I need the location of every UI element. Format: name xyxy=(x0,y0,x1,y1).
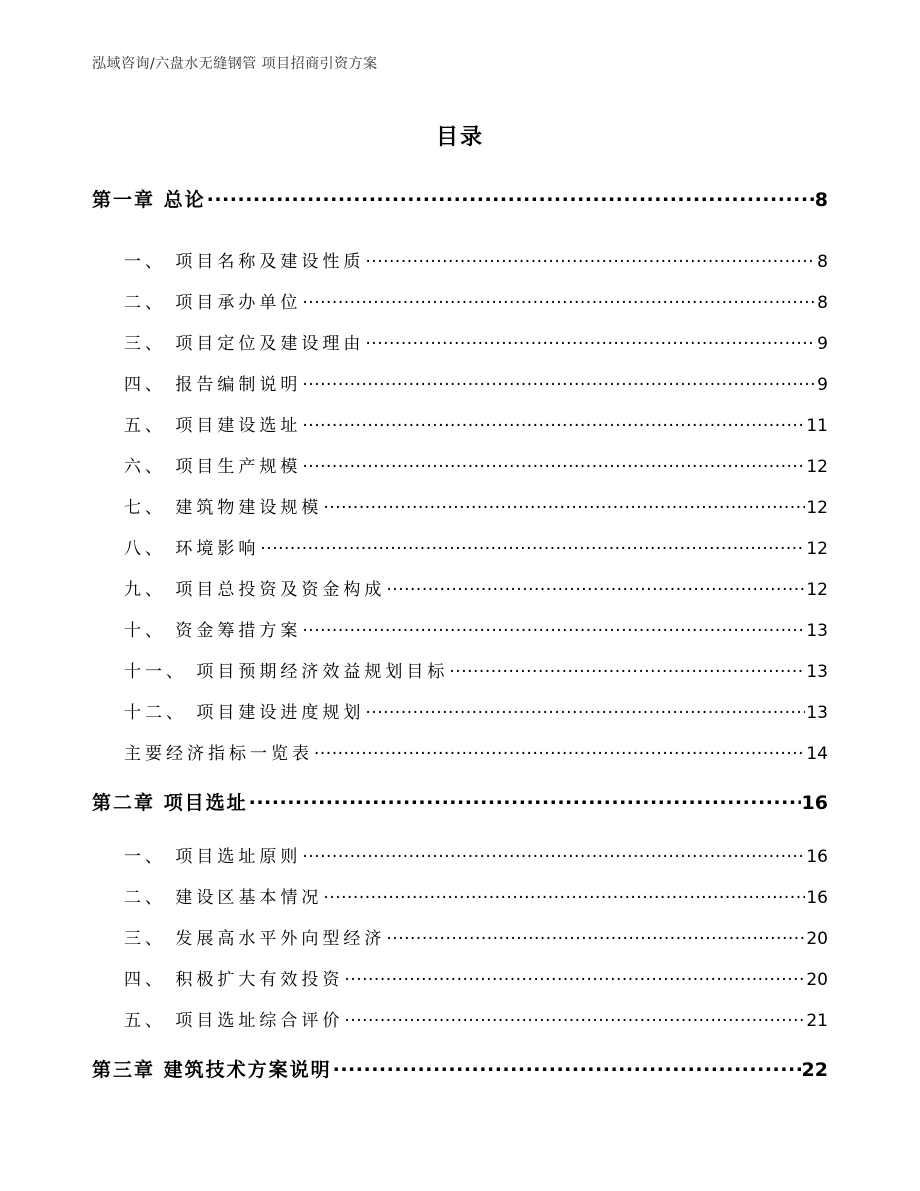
toc-leader-dots xyxy=(449,660,805,677)
toc-leader-dots xyxy=(323,496,805,513)
page-header: 泓域咨询/六盘水无缝钢管 项目招商引资方案 xyxy=(92,56,378,72)
toc-entry-label: 三、 发展高水平外向型经济 xyxy=(124,929,386,949)
toc-leader-dots xyxy=(302,455,805,472)
toc-leader-dots xyxy=(365,701,805,718)
toc-section[interactable] xyxy=(124,329,828,354)
toc-page-number: 12 xyxy=(806,498,828,518)
toc-leader-dots xyxy=(386,578,805,595)
toc-chapter-2[interactable] xyxy=(92,788,828,815)
toc-page-number: 8 xyxy=(814,189,828,211)
toc-page-number: 12 xyxy=(806,539,828,559)
toc-page-number: 20 xyxy=(806,970,828,990)
toc-section[interactable] xyxy=(124,842,828,867)
toc-entry-label: 七、 建筑物建设规模 xyxy=(124,498,323,518)
toc-entry-label: 四、 报告编制说明 xyxy=(124,375,302,395)
toc-entry-label: 二、 项目承办单位 xyxy=(124,293,302,313)
toc-page-number: 21 xyxy=(806,1011,828,1031)
toc-section[interactable] xyxy=(124,288,828,313)
toc-page-number: 16 xyxy=(806,847,828,867)
toc-section[interactable] xyxy=(124,883,828,908)
toc-section[interactable] xyxy=(124,534,828,559)
toc-leader-dots xyxy=(302,373,816,390)
toc-section[interactable] xyxy=(124,411,828,436)
toc-entry-label: 十、 资金筹措方案 xyxy=(124,621,302,641)
toc-leader-dots xyxy=(302,619,805,636)
toc-page-number: 8 xyxy=(817,293,828,313)
toc-section[interactable] xyxy=(124,616,828,641)
toc-leader-dots xyxy=(302,414,805,431)
toc-section[interactable] xyxy=(124,452,828,477)
toc-entry-label: 六、 项目生产规模 xyxy=(124,457,302,477)
toc-leader-dots xyxy=(302,845,805,862)
toc-page-number: 16 xyxy=(806,888,828,908)
toc-page-number: 12 xyxy=(806,457,828,477)
toc-leader-dots xyxy=(386,927,805,944)
toc-entry-label: 第一章 总论 xyxy=(92,189,206,211)
toc-entry-label: 五、 项目选址综合评价 xyxy=(124,1011,344,1031)
toc-entry-label: 八、 环境影响 xyxy=(124,539,260,559)
toc-chapter-3[interactable] xyxy=(92,1055,828,1082)
toc-section[interactable] xyxy=(124,247,828,272)
toc-section[interactable] xyxy=(124,739,828,764)
toc-page-number: 13 xyxy=(806,662,828,682)
toc-chapter-1[interactable] xyxy=(92,185,828,212)
toc-leader-dots xyxy=(207,187,814,206)
toc-leader-dots xyxy=(314,742,805,759)
toc-entry-label: 二、 建设区基本情况 xyxy=(124,888,323,908)
toc-page-number: 9 xyxy=(817,334,828,354)
toc-page-number: 16 xyxy=(801,792,828,814)
toc-section[interactable] xyxy=(124,370,828,395)
toc-page-number: 12 xyxy=(806,580,828,600)
toc-leader-dots xyxy=(333,1057,801,1076)
toc-page-number: 20 xyxy=(806,929,828,949)
toc-leader-dots xyxy=(344,1009,805,1026)
toc-entry-label: 主要经济指标一览表 xyxy=(124,744,313,764)
toc-section[interactable] xyxy=(124,924,828,949)
toc-leader-dots xyxy=(260,537,805,554)
toc-title: 目录 xyxy=(435,125,484,150)
toc-page-number: 13 xyxy=(806,621,828,641)
toc-section[interactable] xyxy=(124,657,828,682)
toc-entry-label: 十一、 项目预期经济效益规划目标 xyxy=(124,662,449,682)
toc-leader-dots xyxy=(365,332,816,349)
toc-leader-dots xyxy=(365,250,816,267)
toc-section[interactable] xyxy=(124,493,828,518)
toc-page-number: 9 xyxy=(817,375,828,395)
toc-page-number: 13 xyxy=(806,703,828,723)
toc-leader-dots xyxy=(344,968,805,985)
toc-section[interactable] xyxy=(124,575,828,600)
toc-entry-label: 十二、 项目建设进度规划 xyxy=(124,703,365,723)
toc-leader-dots xyxy=(302,291,816,308)
toc-section[interactable] xyxy=(124,1006,828,1031)
toc-leader-dots xyxy=(323,886,805,903)
toc-entry-label: 四、 积极扩大有效投资 xyxy=(124,970,344,990)
toc-page-number: 8 xyxy=(817,252,828,272)
toc-page-number: 22 xyxy=(801,1059,828,1081)
toc-section[interactable] xyxy=(124,965,828,990)
toc-leader-dots xyxy=(249,790,801,809)
toc-entry-label: 第三章 建筑技术方案说明 xyxy=(92,1059,332,1081)
toc-entry-label: 一、 项目名称及建设性质 xyxy=(124,252,365,272)
toc-page-number: 11 xyxy=(806,416,828,436)
toc-entry-label: 五、 项目建设选址 xyxy=(124,416,302,436)
toc-entry-label: 一、 项目选址原则 xyxy=(124,847,302,867)
toc-entry-label: 第二章 项目选址 xyxy=(92,792,248,814)
toc-section[interactable] xyxy=(124,698,828,723)
toc-entry-label: 九、 项目总投资及资金构成 xyxy=(124,580,386,600)
toc-entry-label: 三、 项目定位及建设理由 xyxy=(124,334,365,354)
toc-page-number: 14 xyxy=(806,744,828,764)
